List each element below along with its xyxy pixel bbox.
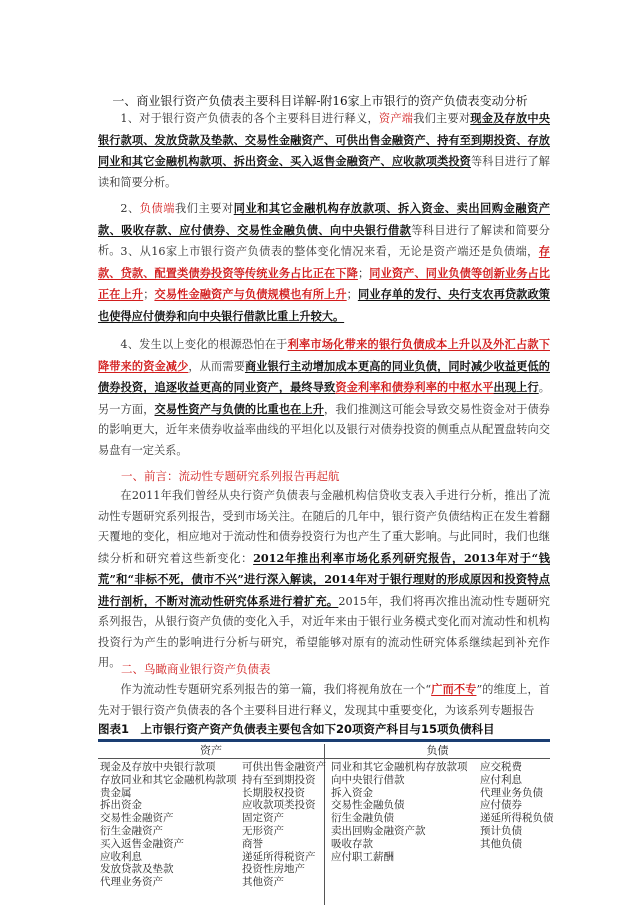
- balance-sheet-table: [98, 744, 554, 905]
- paragraph-1: 1、对于银行资产负债表的各个主要科目进行释义，资产端我们主要对现金及存放中央银行款项、发放贷款及垫款、交易性金融资产、可供出售金融资产、持有至到期投资、存放同业和其它金融机构款项、拆出资金、买入返售金融资产、应收款项类投资等科目进行了解读和简要分析。: [98, 111, 550, 189]
- list-item: 应收款项类投资: [242, 799, 316, 812]
- paragraph-4: 4、发生以上变化的根源恐怕在于利率市场化带来的银行负债成本上升以及外汇占款下降带来的资金减少，从而需要商业银行主动增加成本更高的同业负债，同时减少收益更低的债券投资，追逐收益更高的同业资产，最终导致资金利率和债券利率的中枢水平出现上行。另一方面，交易性资产与负债的比重也在上升，我们推测这可能会导致交易性资金对于债券的影响更大，近年来债券收益率曲线的平坦化以及银行对债券投资的侧重点从配置盘转向交易盘有一定关系。: [98, 337, 550, 457]
- liabilities-column-1: [331, 761, 468, 863]
- section-heading-overview: 二、鸟瞰商业银行资产负债表: [121, 662, 271, 676]
- list-item: 现金及存放中央银行款项: [100, 761, 216, 773]
- list-item: 买入返售金融资产: [100, 837, 184, 850]
- list-item: 代理业务资产: [100, 876, 163, 889]
- section-heading-preface: 一、前言：流动性专题研究系列报告再起航: [121, 469, 340, 483]
- list-item: 贵金属: [100, 786, 132, 799]
- paragraph-6: 作为流动性专题研究系列报告的第一篇，我们将视角放在一个“广而不专”的维度上，首先对于银行资产负债表的各个主要科目进行释义，发现其中重要变化，为该系列专题报告: [98, 682, 550, 717]
- list-item: 持有至到期投资: [242, 773, 316, 786]
- list-item: 卖出回购金融资产款: [331, 824, 426, 837]
- list-item: 其他资产: [242, 876, 284, 889]
- paragraph-2: 2、负债端我们主要对同业和其它金融机构存放款项、拆入资金、卖出回购金融资产款、吸收存款、应付债券、交易性金融负债、向中央银行借款等科目进行了解读和简要分析。: [98, 201, 550, 257]
- list-item: 无形资产: [242, 824, 284, 837]
- figure-rule: [98, 739, 550, 742]
- list-item: 衍生金融负债: [331, 812, 394, 825]
- list-item: 吸收存款: [331, 837, 373, 850]
- liabilities-header: 负债: [325, 744, 550, 759]
- list-item: 投资性房地产: [242, 863, 305, 876]
- assets-column-2: [242, 761, 326, 889]
- list-item: 衍生金融资产: [100, 824, 163, 837]
- assets-column-1: [100, 761, 237, 889]
- list-item: 代理业务负债: [480, 786, 543, 799]
- list-item: 向中央银行借款: [331, 773, 405, 786]
- list-item: 商誉: [242, 837, 263, 850]
- list-item: 拆出资金: [100, 799, 142, 812]
- liabilities-column-2: [480, 761, 554, 851]
- list-item: 应交税费: [480, 761, 522, 773]
- list-item: 应收利息: [100, 850, 142, 863]
- list-item: 存放同业和其它金融机构款项: [100, 773, 237, 786]
- list-item: 可供出售金融资产: [242, 761, 326, 773]
- list-item: 递延所得税资产: [242, 850, 316, 863]
- assets-header: 资产: [98, 744, 324, 759]
- list-item: 固定资产: [242, 812, 284, 825]
- list-item: 拆入资金: [331, 786, 373, 799]
- list-item: 同业和其它金融机构存放款项: [331, 761, 468, 773]
- list-item: 其他负债: [480, 837, 522, 850]
- list-item: 交易性金融资产: [100, 812, 174, 825]
- list-item: 应付职工薪酬: [331, 850, 394, 863]
- list-item: 交易性金融负债: [331, 799, 405, 812]
- list-item: 发放贷款及垫款: [100, 863, 174, 876]
- paragraph-3: 3、从16家上市银行资产负债表的整体变化情况来看，无论是资产端还是负债端，存款、贷款、配置类债券投资等传统业务占比正在下降；同业资产、同业负债等创新业务占比正在上升；交易性金融资产与负债规模也有所上升；同业存单的发行、央行支农再贷款政策也使得应付债券和向中央银行借款比重上升较大。: [98, 244, 550, 323]
- figure-title: 图表1 上市银行资产资产负债表主要包含如下20项资产科目与15项负债科目: [98, 722, 495, 736]
- list-item: 应付利息: [480, 773, 522, 786]
- document-title: 一、商业银行资产负债表主要科目详解-附16家上市银行的资产负债表变动分析: [112, 94, 528, 108]
- list-item: 应付债券: [480, 799, 522, 812]
- list-item: 预计负债: [480, 824, 522, 837]
- paragraph-5: 在2011年我们曾经从央行资产负债表与金融机构信贷收支表入手进行分析，推出了流动性专题研究系列报告，受到市场关注。在随后的几年中，银行资产负债结构正在发生着翻天覆地的变化，相应地对于流动性和债券投资行为也产生了重大影响。与此同时，我们也继续分析和研究着这些新变化：2012年推出利率市场化系列研究报告，2013年对于“钱荒”和“非标不死，债市不兴”进行深入解读，2014年对于银行理财的形成原因和投资特点进行剖析，不断对流动性研究体系进行着扩充。2015年，我们将再次推出流动性专题研究系列报告，从银行资产负债的变化入手，对近年来由于银行业务模式变化而对流动性和机构投资行为产生的影响进行分析与研究，希望能够对原有的流动性研究体系继续起到补充作用。: [98, 489, 550, 669]
- list-item: 长期股权投资: [242, 786, 305, 799]
- list-item: 递延所得税负债: [480, 812, 554, 825]
